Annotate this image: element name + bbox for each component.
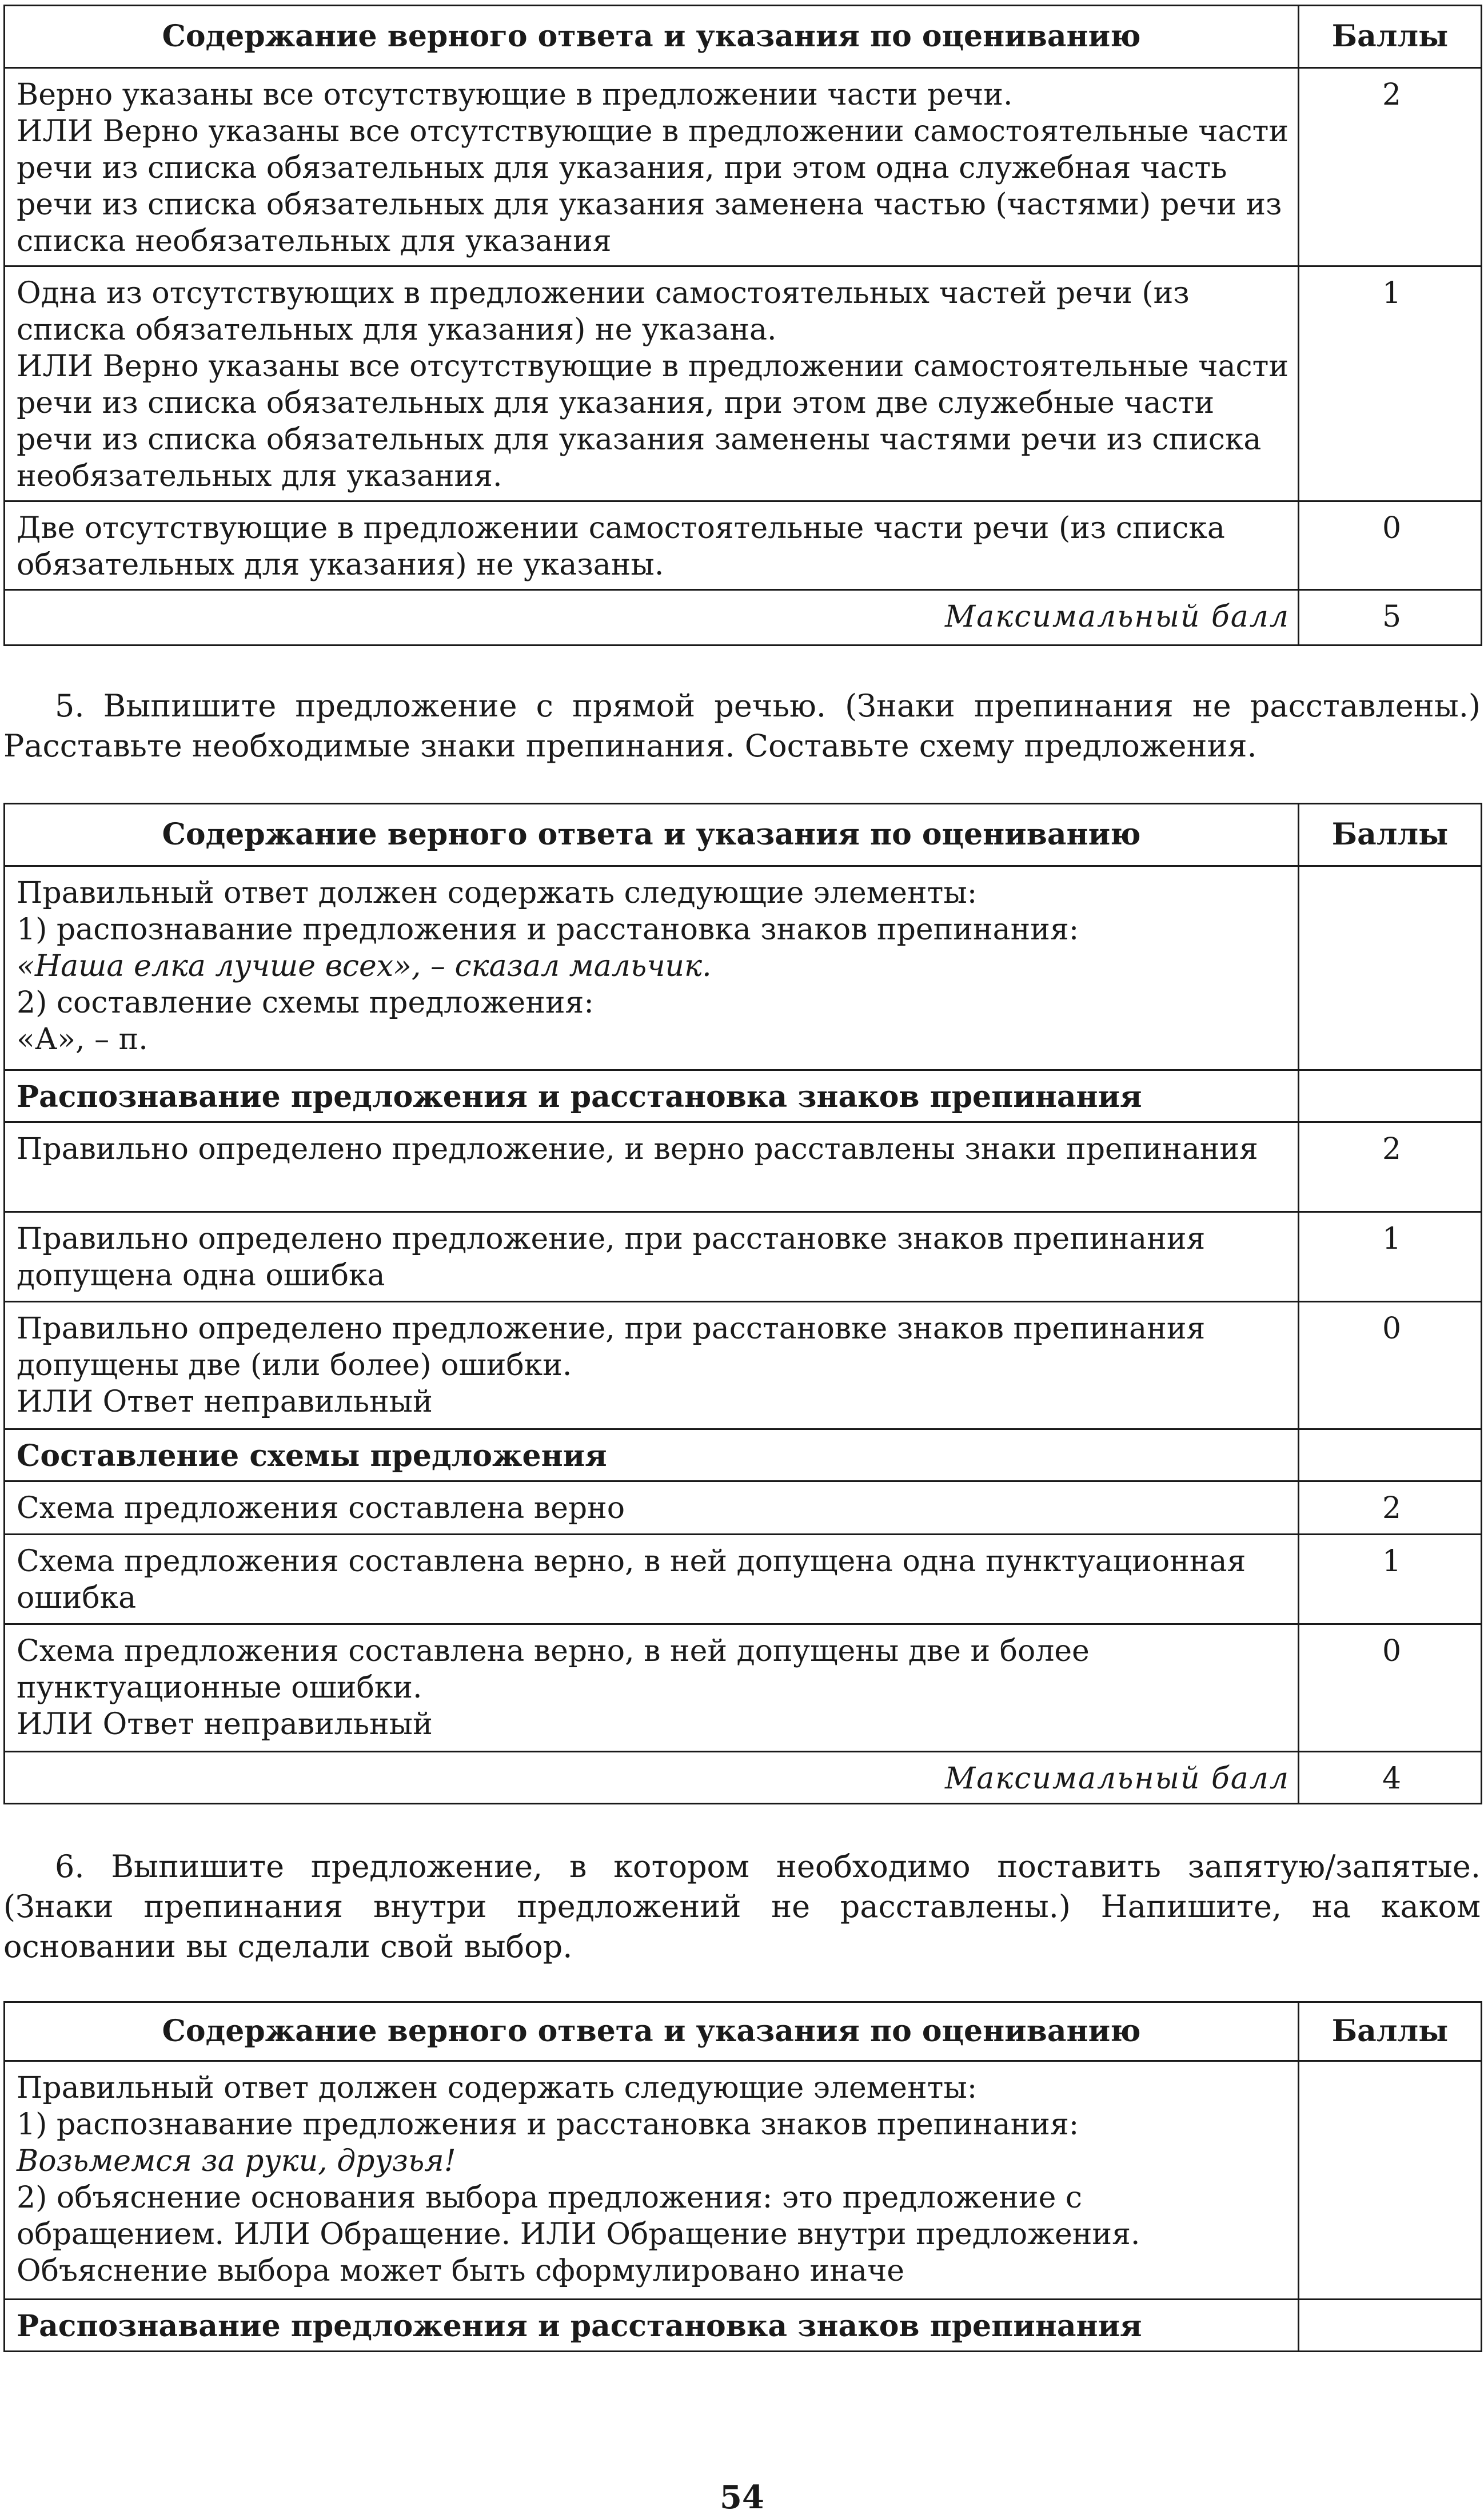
table-row <box>5 1302 1482 1429</box>
max-score-row <box>5 590 1482 646</box>
criterion-line: ИЛИ Ответ неправильный <box>17 1707 433 1742</box>
criterion-line: Схема предложения составлена верно, в ней допущена одна пунктуационная ошибка <box>17 1544 1246 1615</box>
criterion-line: Правильно определено предложение, при расстановке знаков препинания допущена одна ошибка <box>17 1222 1206 1293</box>
score-cell: 2 <box>1299 1481 1482 1535</box>
max-score-value: 5 <box>1299 590 1482 646</box>
max-score-label: Максимальный балл <box>5 590 1299 646</box>
max-score-row <box>5 1752 1482 1804</box>
answer-example-sentence: Возьмемся за руки, друзья! <box>17 2144 456 2178</box>
score-cell: 0 <box>1299 1302 1482 1429</box>
criterion-line: Правильно определено предложение, и верно расставлены знаки препинания <box>17 1132 1258 1166</box>
answer-line: 2) составление схемы предложения: <box>17 986 594 1020</box>
criterion-line: Правильно определено предложение, при расстановке знаков препинания допущены две (или более) ошибки. <box>17 1312 1206 1382</box>
section-title: Составление схемы предложения <box>5 1429 1299 1481</box>
task-5-text: 5. Выпишите предложение с прямой речью. (Знаки препинания не расставлены.) Расставьте необходимые знаки препинания. Составьте схему предложения. <box>3 688 1481 764</box>
answer-line: Правильный ответ должен содержать следующие элементы: <box>17 2071 978 2105</box>
section-title: Распознавание предложения и расстановка знаков препинания <box>5 2300 1299 2352</box>
criterion-line: Верно указаны все отсутствующие в предложении части речи. <box>17 78 1013 112</box>
grading-table-task6 <box>3 2001 1482 2352</box>
criterion-line: ИЛИ Ответ неправильный <box>17 1385 433 1419</box>
criterion-cell <box>5 1302 1299 1429</box>
page-number: 54 <box>720 2479 764 2516</box>
table-row <box>5 266 1482 501</box>
score-cell: 1 <box>1299 1535 1482 1624</box>
criterion-cell <box>5 1212 1299 1302</box>
max-score-label: Максимальный балл <box>5 1752 1299 1804</box>
criterion-line: ИЛИ Верно указаны все отсутствующие в предложении самостоятельные части речи из списка обязательных для указания, при этом две служебные части речи из списка обязательных для указания заменены частями речи из списка необязательных для указания. <box>17 349 1289 493</box>
table-row <box>5 1212 1482 1302</box>
criterion-line: Схема предложения составлена верно <box>17 1491 625 1525</box>
grading-table-task5 <box>3 803 1482 1804</box>
score-cell <box>1299 1429 1482 1481</box>
score-cell <box>1299 2061 1482 2300</box>
criterion-cell <box>5 501 1299 590</box>
criterion-cell <box>5 68 1299 266</box>
table-row <box>5 501 1482 590</box>
section-row <box>5 1429 1482 1481</box>
task-6-text: 6. Выпишите предложение, в котором необходимо поставить запятую/запятые. (Знаки препинания внутри предложений не расставлены.) Напишите, на каком основании вы сделали свой выбор. <box>3 1848 1481 1965</box>
score-cell: 2 <box>1299 68 1482 266</box>
score-cell: 1 <box>1299 266 1482 501</box>
header-content-cell: Содержание верного ответа и указания по оцениванию <box>5 804 1299 866</box>
table-row <box>5 866 1482 1070</box>
header-content-cell: Содержание верного ответа и указания по оцениванию <box>5 6 1299 68</box>
header-score-cell: Баллы <box>1299 2002 1482 2061</box>
score-cell <box>1299 2300 1482 2352</box>
table-header-row <box>5 6 1482 68</box>
table-row <box>5 1122 1482 1212</box>
criterion-cell <box>5 266 1299 501</box>
table-row <box>5 1481 1482 1535</box>
table-row <box>5 1624 1482 1752</box>
table-header-row <box>5 2002 1482 2061</box>
answer-elements-cell <box>5 2061 1299 2300</box>
header-score-cell: Баллы <box>1299 6 1482 68</box>
section-row <box>5 2300 1482 2352</box>
score-cell <box>1299 1070 1482 1122</box>
score-cell: 1 <box>1299 1212 1482 1302</box>
header-score-cell: Баллы <box>1299 804 1482 866</box>
score-cell: 2 <box>1299 1122 1482 1212</box>
table-row <box>5 68 1482 266</box>
grading-table-task4 <box>3 5 1482 646</box>
answer-example-sentence: «Наша елка лучше всех», – сказал мальчик. <box>17 949 712 983</box>
answer-line: 1) распознавание предложения и расстановка знаков препинания: <box>17 913 1079 947</box>
header-content-cell: Содержание верного ответа и указания по оцениванию <box>5 2002 1299 2061</box>
criterion-line: Одна из отсутствующих в предложении самостоятельных частей речи (из списка обязательных для указания) не указана. <box>17 276 1190 347</box>
table-header-row <box>5 804 1482 866</box>
criterion-cell <box>5 1481 1299 1535</box>
table-row <box>5 1535 1482 1624</box>
answer-line: 2) объяснение основания выбора предложения: это предложение с обращением. ИЛИ Обращение. ИЛИ Обращение внутри предложения. Объяснение выбора может быть сформулировано иначе <box>17 2181 1140 2288</box>
table-row <box>5 2061 1482 2300</box>
answer-scheme: «А», – п. <box>17 1022 148 1057</box>
criterion-cell <box>5 1624 1299 1752</box>
section-row <box>5 1070 1482 1122</box>
criterion-cell <box>5 1535 1299 1624</box>
max-score-value: 4 <box>1299 1752 1482 1804</box>
criterion-line: ИЛИ Верно указаны все отсутствующие в предложении самостоятельные части речи из списка обязательных для указания, при этом одна служебная часть речи из списка обязательных для указания заменена частью (частями) речи из списка необязательных для указания <box>17 114 1289 258</box>
score-cell <box>1299 866 1482 1070</box>
answer-line: Правильный ответ должен содержать следующие элементы: <box>17 876 978 910</box>
criterion-line: Схема предложения составлена верно, в ней допущены две и более пунктуационные ошибки. <box>17 1634 1090 1705</box>
section-title: Распознавание предложения и расстановка знаков препинания <box>5 1070 1299 1122</box>
answer-line: 1) распознавание предложения и расстановка знаков препинания: <box>17 2107 1079 2142</box>
answer-elements-cell <box>5 866 1299 1070</box>
criterion-cell <box>5 1122 1299 1212</box>
score-cell: 0 <box>1299 1624 1482 1752</box>
score-cell: 0 <box>1299 501 1482 590</box>
criterion-line: Две отсутствующие в предложении самостоятельные части речи (из списка обязательных для указания) не указаны. <box>17 511 1225 582</box>
